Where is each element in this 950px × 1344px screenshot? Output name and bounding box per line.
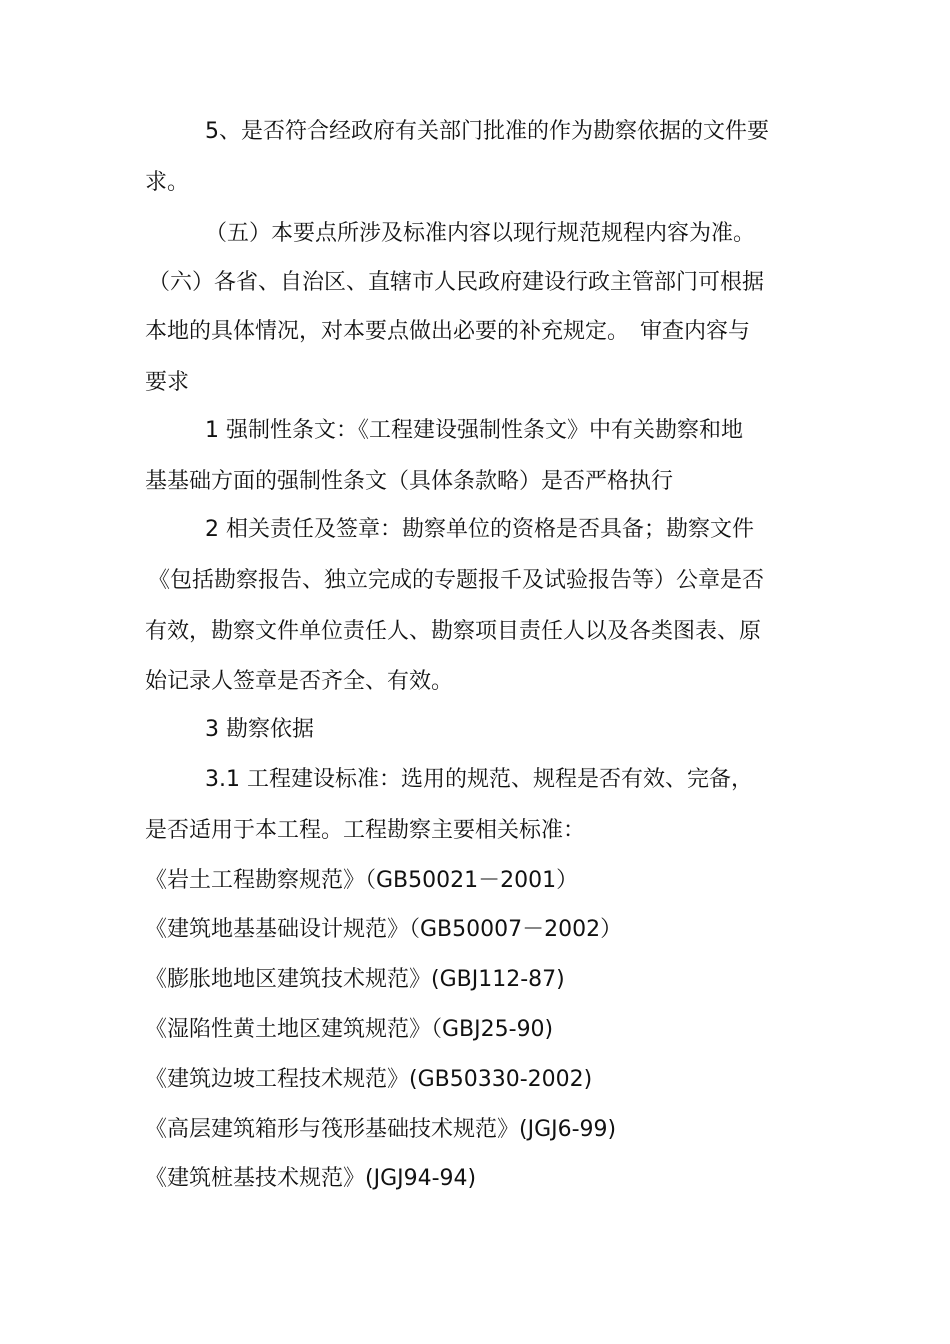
paragraph-line: 5、是否符合经政府有关部门批准的作为勘察依据的文件要 — [205, 119, 769, 144]
paragraph-line: 基基础方面的强制性条文（具体条款略）是否严格执行 — [145, 469, 674, 494]
paragraph-line: 有效，勘察文件单位责任人、勘察项目责任人以及各类图表、原 — [145, 619, 762, 644]
standard-item: 《建筑边坡工程技术规范》(GB50330-2002) — [145, 1067, 593, 1092]
standard-item: 《建筑地基基础设计规范》（GB50007－2002） — [145, 917, 623, 942]
paragraph-line: 《包括勘察报告、独立完成的专题报千及试验报告等）公章是否 — [148, 568, 765, 593]
standard-item: 《膨胀地地区建筑技术规范》(GBJ112-87) — [145, 967, 565, 992]
paragraph-line: 始记录人签章是否齐全、有效。 — [145, 669, 454, 694]
standard-item: 《岩土工程勘察规范》（GB50021－2001） — [145, 868, 579, 893]
paragraph-line: 要求 — [145, 370, 190, 395]
paragraph-line: 求。 — [145, 170, 190, 195]
paragraph-line: 本地的具体情况，对本要点做出必要的补充规定。 审查内容与 — [145, 319, 751, 344]
standard-item: 《湿陷性黄土地区建筑规范》（GBJ25-90) — [145, 1017, 554, 1042]
paragraph-line: 是否适用于本工程。工程勘察主要相关标准： — [145, 818, 586, 843]
paragraph-line: （六）各省、自治区、直辖市人民政府建设行政主管部门可根据 — [148, 270, 765, 295]
standard-item: 《高层建筑箱形与筏形基础技术规范》(JGJ6-99) — [145, 1117, 617, 1142]
section-heading: 3 勘察依据 — [205, 717, 314, 742]
standard-item: 《建筑桩基技术规范》(JGJ94-94) — [145, 1166, 477, 1191]
subsection-heading: 3.1 工程建设标准：选用的规范、规程是否有效、完备， — [205, 767, 753, 792]
paragraph-line: （五）本要点所涉及标准内容以现行规范规程内容为准。 — [205, 221, 756, 246]
section-heading: 1 强制性条文：《工程建设强制性条文》中有关勘察和地 — [205, 418, 743, 443]
section-heading: 2 相关责任及签章：勘察单位的资格是否具备；勘察文件 — [205, 517, 754, 542]
